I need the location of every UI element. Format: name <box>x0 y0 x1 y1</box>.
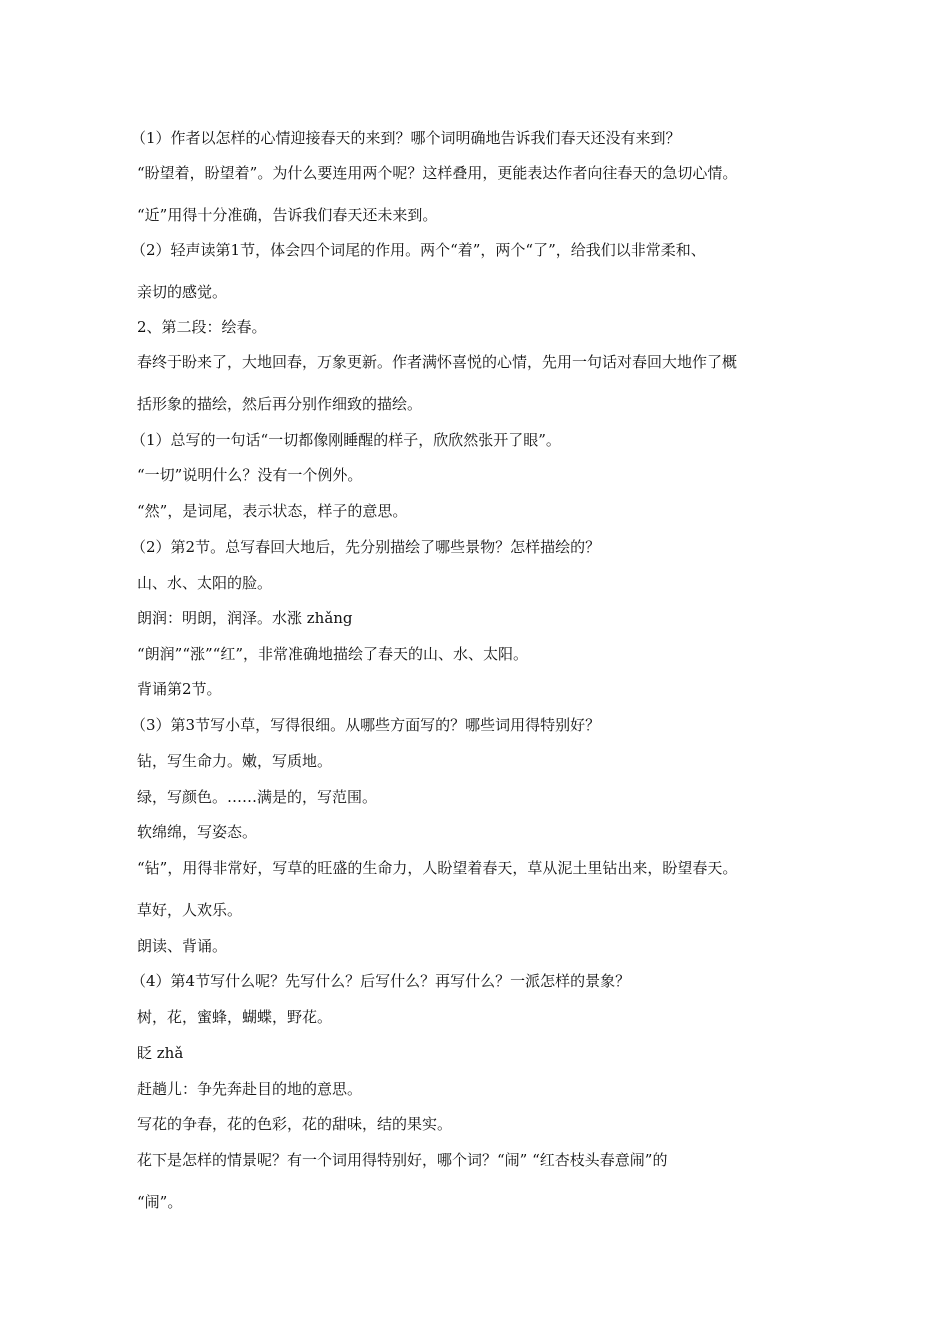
text-line: “一切”说明什么？没有一个例外。 <box>137 466 363 484</box>
text-line: “钻”，用得非常好，写草的旺盛的生命力，人盼望着春天，草从泥土里钻出来，盼望春天。 <box>137 859 738 877</box>
text-line: 写花的争春，花的色彩，花的甜味，结的果实。 <box>137 1115 453 1133</box>
text-line: 山、水、太阳的脸。 <box>137 574 273 592</box>
text-line: 软绵绵，写姿态。 <box>137 823 258 841</box>
text-line: 朗读、背诵。 <box>137 937 228 955</box>
text-line: 眨 zhǎ <box>137 1044 184 1062</box>
text-line: 钻，写生命力。嫩，写质地。 <box>137 752 333 770</box>
text-line: 朗润：明朗，润泽。水涨 zhǎng <box>137 609 353 627</box>
text-line: 草好，人欢乐。 <box>137 901 243 919</box>
text-line: （4）第4节写什么呢？先写什么？后写什么？再写什么？一派怎样的景象？ <box>131 972 631 990</box>
section-heading: 2、第二段：绘春。 <box>137 318 267 336</box>
text-line: 绿，写颜色。……满是的，写范围。 <box>137 788 378 806</box>
text-line: 背诵第2节。 <box>137 680 222 698</box>
text-line: 花下是怎样的情景呢？有一个词用得特别好，哪个词？“闹” “红杏枝头春意闹”的 <box>137 1151 668 1169</box>
text-line: “然”，是词尾，表示状态，样子的意思。 <box>137 502 408 520</box>
text-line: （2）第2节。总写春回大地后，先分别描绘了哪些景物？怎样描绘的？ <box>131 538 601 556</box>
text-line: 亲切的感觉。 <box>137 283 228 301</box>
text-line: “盼望着，盼望着”。为什么要连用两个呢？这样叠用，更能表达作者向往春天的急切心情。 <box>137 164 738 182</box>
text-line: （1）总写的一句话“一切都像刚睡醒的样子，欣欣然张开了眼”。 <box>131 431 561 449</box>
text-line: 括形象的描绘，然后再分别作细致的描绘。 <box>137 395 423 413</box>
text-line: 赶趟儿：争先奔赴目的地的意思。 <box>137 1080 363 1098</box>
text-line: （3）第3节写小草，写得很细。从哪些方面写的？哪些词用得特别好？ <box>131 716 601 734</box>
text-line: “闹”。 <box>137 1193 183 1211</box>
text-line: “朗润”“涨”“红”，非常准确地描绘了春天的山、水、太阳。 <box>137 645 529 663</box>
text-line: （2）轻声读第1节，体会四个词尾的作用。两个“着”，两个“了”，给我们以非常柔和、 <box>131 241 706 259</box>
text-line: “近”用得十分准确，告诉我们春天还未来到。 <box>137 206 438 224</box>
text-line: 春终于盼来了，大地回春，万象更新。作者满怀喜悦的心情，先用一句话对春回大地作了概 <box>137 353 738 371</box>
text-line: 树，花，蜜蜂，蝴蝶，野花。 <box>137 1008 333 1026</box>
text-line: （1）作者以怎样的心情迎接春天的来到？哪个词明确地告诉我们春天还没有来到？ <box>131 129 681 147</box>
